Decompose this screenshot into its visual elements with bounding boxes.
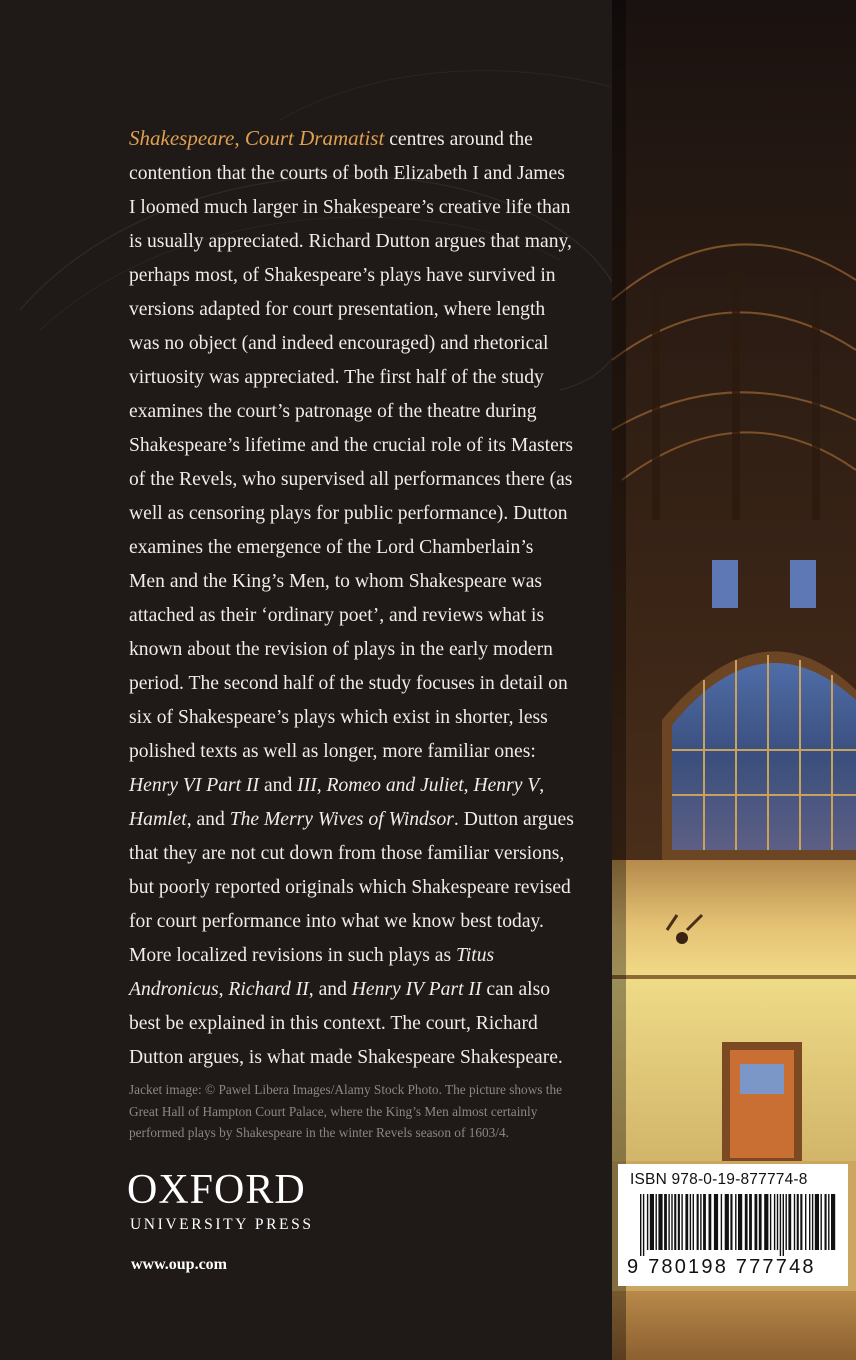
- play-title: Henry VI Part II: [129, 775, 260, 796]
- barcode-bar: [709, 1194, 712, 1250]
- barcode-bar: [703, 1194, 706, 1250]
- blurb-paragraph-part: , and: [308, 979, 352, 1000]
- barcode-bar: [797, 1194, 799, 1250]
- barcode-bar: [647, 1194, 648, 1250]
- book-title: Shakespeare, Court Dramatist: [129, 126, 385, 150]
- barcode-bar: [745, 1194, 748, 1250]
- barcode-bar: [828, 1194, 829, 1250]
- barcode-bar: [794, 1194, 795, 1250]
- barcode-bar: [780, 1194, 781, 1256]
- play-title: The Merry Wives of Windsor: [229, 809, 454, 830]
- isbn-barcode: [618, 1164, 848, 1286]
- blurb-paragraph-part: , and: [186, 809, 230, 830]
- barcode-bars: [626, 1194, 840, 1256]
- barcode-bar: [671, 1194, 672, 1250]
- publisher-logo: OXFORD: [127, 1167, 306, 1213]
- barcode-bar: [805, 1194, 806, 1250]
- play-title: Titus Andronicus: [129, 945, 495, 1000]
- blurb-paragraph-part: and: [259, 775, 298, 796]
- play-title: Richard II: [228, 979, 309, 1000]
- barcode-bar: [650, 1194, 654, 1250]
- barcode-bar: [755, 1194, 758, 1250]
- barcode-bar: [735, 1194, 736, 1250]
- barcode-bar: [656, 1194, 657, 1250]
- barcode-bar: [788, 1194, 791, 1250]
- barcode-bar: [825, 1194, 827, 1250]
- barcode-bar: [678, 1194, 680, 1250]
- play-title: Romeo and Juliet: [326, 775, 464, 796]
- barcode-bar: [821, 1194, 822, 1250]
- barcode-bar: [674, 1194, 676, 1250]
- blurb-paragraph-part: ,: [316, 775, 327, 796]
- barcode-bar: [749, 1194, 752, 1250]
- barcode-bar: [668, 1194, 669, 1250]
- barcode-bar: [693, 1194, 694, 1250]
- blurb-text: [129, 121, 574, 1075]
- barcode-bar: [764, 1194, 768, 1250]
- blurb-paragraph-part: ,: [463, 775, 474, 796]
- barcode-bar: [812, 1194, 813, 1250]
- play-title: Hamlet: [129, 809, 187, 830]
- barcode-bar: [831, 1194, 835, 1250]
- barcode-bar: [783, 1194, 784, 1256]
- play-title: Henry V: [473, 775, 540, 796]
- barcode-bar: [643, 1194, 644, 1256]
- barcode-bar: [714, 1194, 718, 1250]
- blurb-paragraph-part: . Dutton argues that they are not cut down from those familiar versions, but poorly reported originals which Shakespeare revised for court performance into what we know best today. More localized revisions in such plays as: [129, 809, 574, 966]
- barcode-bar: [681, 1194, 682, 1250]
- barcode-bar: [685, 1194, 688, 1250]
- barcode-bar: [640, 1194, 641, 1256]
- publisher-subname: UNIVERSITY PRESS: [130, 1216, 314, 1233]
- great-hall-photo: [612, 0, 856, 1360]
- blurb-paragraph-part: centres around the contention that the courts of both Elizabeth I and James I loomed much larger in Shakespeare’s creative life than is usually appreciated. Richard Dutton argues that many, perhaps most, of Shakespeare’s plays have survived in versions adapted for court presentation, where length was no object (and indeed encouraged) and rhetorical virtuosity was appreciated. The first half of the study examines the court’s patronage of the theatre during Shakespeare’s lifetime and the crucial role of its Masters of the Revels, who supervised all performances there (as well as censoring plays for public performance). Dutton examines the emergence of the Lord Chamberlain’s Men and the King’s Men, to whom Shakespeare was attached as their ‘ordinary poet’, and reviews what is known about the revision of plays in the early modern period. The second half of the study focuses in detail on six of Shakespeare’s plays which exist in shorter, less polished texts as well as longer, more familiar ones:: [129, 129, 573, 762]
- isbn-digits: 9 780198 777748: [627, 1256, 816, 1278]
- barcode-bar: [721, 1194, 722, 1250]
- barcode-bar: [815, 1194, 819, 1250]
- play-title: Henry IV Part II: [351, 979, 482, 1000]
- barcode-bar: [738, 1194, 742, 1250]
- barcode-bar: [770, 1194, 771, 1250]
- publisher-url: www.oup.com: [131, 1256, 228, 1273]
- barcode-bar: [697, 1194, 699, 1250]
- play-title: III: [297, 775, 317, 796]
- barcode-bar: [786, 1194, 787, 1250]
- barcode-bar: [730, 1194, 732, 1250]
- blurb-paragraph-part: ,: [539, 775, 545, 796]
- barcode-bar: [664, 1194, 667, 1250]
- isbn-label: ISBN 978-0-19-877774-8: [630, 1171, 808, 1188]
- barcode-bar: [774, 1194, 775, 1250]
- barcode-bar: [690, 1194, 691, 1250]
- barcode-bar: [658, 1194, 662, 1250]
- blurb-paragraph-part: can also best be explained in this context. The court, Richard Dutton argues, is what made Shakespeare Shakespeare.: [129, 979, 563, 1068]
- barcode-bar: [759, 1194, 762, 1250]
- barcode-bar: [809, 1194, 810, 1250]
- barcode-bar: [725, 1194, 729, 1250]
- blurb-paragraph-part: ,: [218, 979, 229, 1000]
- barcode-bar: [800, 1194, 802, 1250]
- barcode-bar: [777, 1194, 778, 1250]
- jacket-image-credit: Jacket image: © Pawel Libera Images/Alamy Stock Photo. The picture shows the Great Hall of Hampton Court Palace, where the King’s Men almost certainly performed plays by Shakespeare in the winter Revels season of 1603/4.: [129, 1082, 563, 1140]
- barcode-bar: [700, 1194, 701, 1250]
